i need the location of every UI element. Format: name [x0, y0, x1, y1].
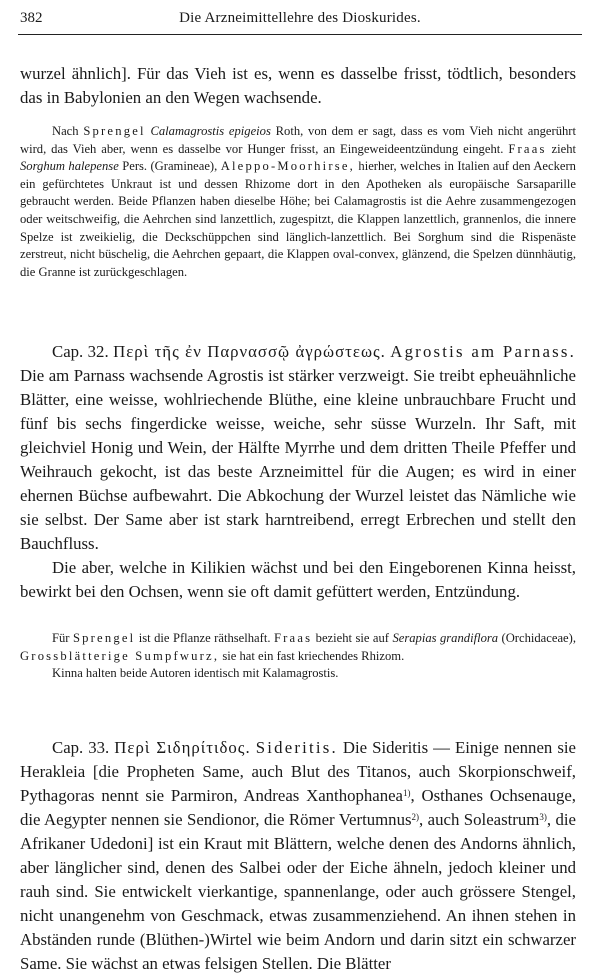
chapter-label: Cap. 32. — [52, 342, 109, 361]
note-text: zieht — [551, 141, 576, 156]
page-number: 382 — [20, 10, 43, 26]
commentary-note-2 — [20, 630, 576, 683]
author-name: Sprengel — [83, 124, 146, 138]
chapter-text-p2: Die aber, welche in Kilikien wächst und bei den Eingeborenen Kinna heisst, bewirkt bei den Ochsen, wenn sie oft damit gefüttert werden, Entzündung. — [20, 558, 576, 601]
top-text: wurzel ähnlich]. Für das Vieh ist es, wenn es dasselbe frisst, tödtlich, besonders das in Babylonien an den Wegen wachsende. — [20, 64, 576, 107]
chapter-text: Die am Parnass wachsende Agrostis ist stärker verzweigt. Sie treibt epheuähnliche Blätter, eine weisse, wohlriechende Blüthe, eine kleine unbrauchbare Frucht und fünf bis sechs fingerdicke weisse, weiche, sehr süsse Wurzeln. Ihr Saft, mit gleichviel Honig und Wein, der Hälfte Myrrhe und dem dritten Theile Pfeffer und Weihrauch gekocht, ist das beste Arzneimittel für die Augen; es wird in einer ehernen Büchse aufbewahrt. Die Abkochung der Wurzel leistet das Nämliche wie sie selbst. Der Same aber ist stark harntreibend, erregt Erbrechen und stellt den Bauchfluss. — [20, 366, 576, 553]
common-name: Aleppo-Moorhirse, — [220, 159, 355, 174]
note-text: (Orchidaceae), — [501, 631, 576, 645]
greek-title: Περὶ Σιδηρίτιδος. — [114, 738, 251, 757]
page-header — [20, 6, 580, 32]
chapter-label: Cap. 33. — [52, 738, 110, 757]
chapter-text: , die Afrikaner Udedoni] ist ein Kraut mit Blättern, welche denen des Andorns ähnlich, aber länglicher sind, denen des Salbei oder der Eiche ähneln, jedoch kleiner und rauh sind. Sie entwickelt vierkantige, spannenlange, oder auch grössere Stengel, nicht unangenehm von Geschmack, etwas zusammenziehend. An ihnen stehen in Abständen runde (Blüthen-)Wirtel wie beim Andorn und darin sitzt ein schwarzer Same. Sie wächst an etwas felsigen Stellen. Die Blätter — [20, 810, 576, 973]
footnote-marker: 1) — [403, 788, 411, 798]
chapter-32 — [20, 340, 576, 604]
plant-name: Agrostis am Parnass. — [390, 342, 576, 361]
plant-name: Sideritis. — [255, 738, 338, 757]
note-text: Für — [52, 631, 70, 645]
author-name: Fraas — [508, 141, 547, 156]
species-name: Sorghum halepense — [20, 159, 119, 174]
note-text: ist die Pflanze räthselhaft. — [138, 631, 271, 645]
footnote-marker: 2) — [411, 812, 419, 822]
note-text: Pers. (Gramineae), — [122, 159, 218, 174]
greek-title: Περὶ τῆς ἐν Παρνασσῷ ἀγρώστεως. — [113, 342, 386, 361]
footnote-marker: 3) — [539, 812, 547, 822]
note-text: hierher, welches in Italien auf den Aeckern ein gefürchtetes Unkraut ist und dessen Rhizome dort in den Apotheken als europäische Sarsaparille gebraucht werden. Beide Pflanzen haben dieselbe Höhe; bei Calamagrostis ist die Aehre zusammengezogen oder weitschweifig, die Aehrchen sind lanzettlich, zugespitzt, die Klappen lanzettlich, grannenlos, die innere Spelze ist zweikielig, die Deckschüppchen sind länglich-lanzettlich. Bei Sorghum sind die Rispenäste zerstreut, nicht büschelig, die Aehrchen gepaart, die Klappen oval-convex, glänzend, die Spelzen dünnhäutig, die Granne ist zurückgeschlagen. — [20, 159, 576, 279]
species-name: Calamagrostis epigeios — [150, 124, 271, 138]
running-title: Die Arzneimittellehre des Dioskurides. — [179, 10, 421, 26]
species-name: Serapias grandiflora — [392, 631, 499, 645]
common-name: Grossblätterige Sumpfwurz, — [20, 648, 220, 663]
header-rule — [18, 34, 582, 35]
chapter-text: , Osthanes Ochsenauge, die Aegypter nennen sie Sendionor, die Römer Vertumnus — [20, 786, 576, 829]
note-text: Nach — [52, 124, 79, 138]
note-text: sie hat ein fast kriechendes Rhizom. — [222, 648, 405, 663]
note-text: bezieht sie auf — [315, 631, 389, 645]
chapter-33 — [20, 736, 576, 976]
author-name: Fraas — [273, 631, 313, 645]
note-text: Roth, von dem er sagt, dass es vom Vieh nicht angerührt wird, das Vieh aber, wenn es dasselbe vor Hunger frisst, an Eingeweideentzündung eingeht. — [20, 124, 576, 156]
chapter-text: , auch Soleastrum — [419, 810, 540, 829]
commentary-note-1 — [20, 123, 576, 281]
author-name: Sprengel — [72, 631, 136, 645]
chapter-text: Die Sideritis — Einige nennen sie Herakleia [die Propheten Same, auch Blut des Titanos, auch Skorpionschweif, Pythagoras nennt sie Parmiron, Andreas Xanthophanea — [20, 738, 576, 805]
note-line: Kinna halten beide Autoren identisch mit Kalamagrostis. — [52, 666, 339, 681]
continued-paragraph — [20, 62, 576, 110]
